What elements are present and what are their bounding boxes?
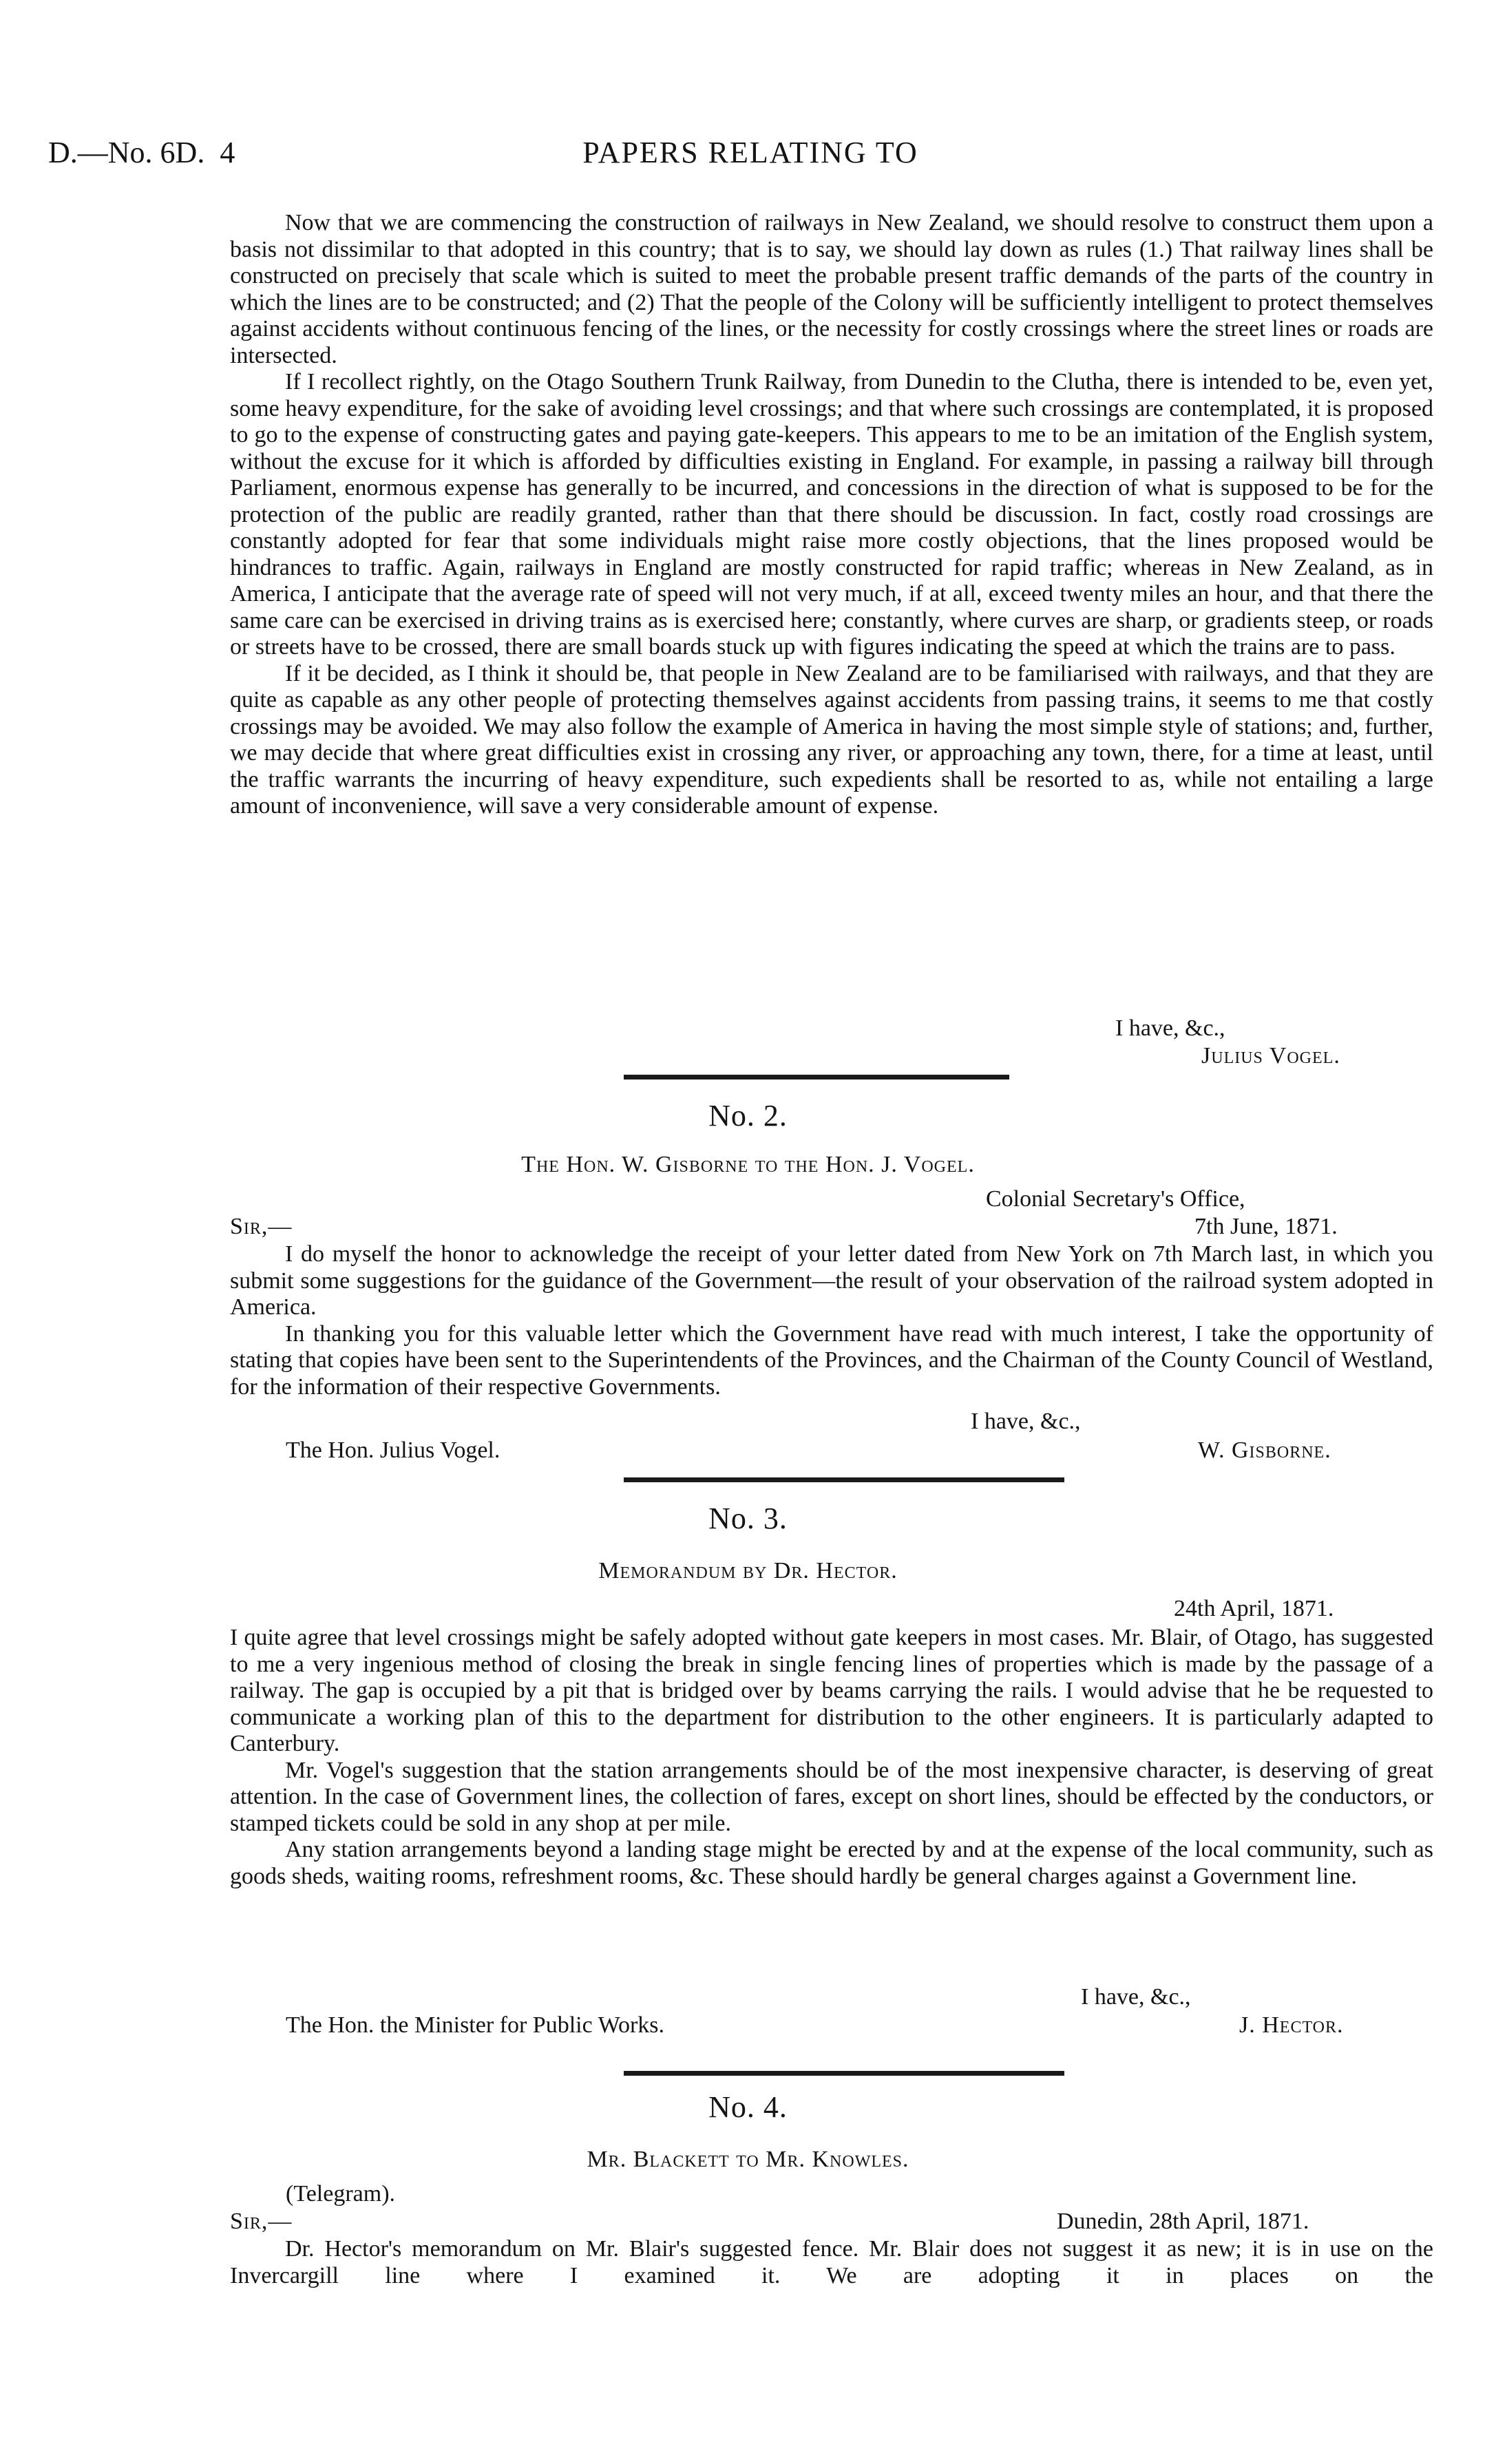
paragraph: In thanking you for this valuable letter which the Government have read with much interest, I take the opportunity of stating that copies have been sent to the Superintendents of the Provinces, and the Chairman of the County Council of Westland, for the information of their respective Governments. [230,1320,1433,1400]
signature: W. Gisborne. [1198,1438,1331,1463]
memo-date: 24th April, 1871. [1174,1596,1334,1621]
signature: J. Hector. [1239,2012,1344,2038]
paragraph: Now that we are commencing the construction of railways in New Zealand, we should resolve to construct them upon a basis not dissimilar to that adopted in this country; that is to say, we should lay down as rules (1.) That railway lines shall be constructed on precisely that scale which is suited to meet the probable present traffic demands of the parts of the country in which the lines are to be constructed; and (2) That the people of the Colony will be sufficiently intelligent to protect themselves against accidents without continuous fencing of the lines, or the necessity for costly crossings where the street lines or roads are intersected. [230,210,1433,368]
salutation: Sir,— [230,2209,293,2234]
memo-title: Memorandum by Dr. Hector. [598,1558,898,1583]
running-title: PAPERS RELATING TO [582,136,918,169]
section-heading: No. 3. [708,1502,788,1535]
memo-body [230,1625,1433,1890]
paragraph: I quite agree that level crossings might be safely adopted without gate keepers in most cases. Mr. Blair, of Otago, has suggested to me a very ingenious method of closing the break in single fencing lines of properties which is made by the passage of a railway. The gap is occupied by a pit that is bridged over by beams carrying the rails. I would advise that he be requested to communicate a working plan of this to the department for distribution to the other engineers. It is particularly adapted to Canterbury. [230,1625,1433,1756]
closing: I have, &c., [1115,1015,1225,1041]
paragraph: Dr. Hector's memorandum on Mr. Blair's suggested fence. Mr. Blair does not suggest it as new; it is in use on the Invercargill line where I examined it. We are adopting it in places on the [230,2236,1433,2288]
paragraph: Mr. Vogel's suggestion that the station arrangements should be of the most inexpensive character, is deserving of great attention. In the case of Government lines, the collection of fares, except on short lines, should be effected by the conductors, or stamped tickets could be sold in any shop at per mile. [230,1757,1433,1836]
section-divider [624,2071,1064,2076]
page-number: 4 [220,136,235,169]
telegram-body [230,2236,1433,2289]
telegram-note: (Telegram). [286,2181,396,2207]
telegram-date: Dunedin, 28th April, 1871. [1057,2209,1309,2234]
salutation: Sir,— [230,1214,293,1239]
letter-1-body [230,210,1433,820]
signature: Julius Vogel. [1201,1043,1340,1068]
addressee: The Hon. Julius Vogel. [286,1438,501,1463]
letter-date: 7th June, 1871. [1194,1214,1338,1239]
section-heading: No. 2. [708,1099,788,1133]
closing: I have, &c., [1081,1984,1191,2010]
paragraph: If it be decided, as I think it should be, that people in New Zealand are to be familiarised with railways, and that they are quite as capable as any other people of protecting themselves against accidents from passing trains, it seems to me that costly crossings may be avoided. We may also follow the example of America in having the most simple style of stations; and, further, we may decide that where great difficulties exist in crossing any river, or approaching any town, there, for a time at least, until the traffic warrants the incurring of heavy expenditure, such expedients shall be resorted to as, while not entailing a large amount of inconvenience, will save a very considerable amount of expense. [230,660,1433,819]
addressee: The Hon. the Minister for Public Works. [286,2012,665,2038]
paragraph: Any station arrangements beyond a landing stage might be erected by and at the expense of the local community, such as goods sheds, waiting rooms, refreshment rooms, &c. These should hardly be general charges against a Government line. [230,1837,1433,1889]
letter-2-body [230,1241,1433,1400]
section-divider [624,1075,1009,1080]
closing: I have, &c., [971,1409,1081,1434]
letter-title: The Hon. W. Gisborne to the Hon. J. Vogel. [521,1152,975,1177]
section-divider [624,1477,1064,1482]
doc-ref-text: D.—No. 6D. [48,136,205,169]
page-header [48,135,1453,183]
paragraph: If I recollect rightly, on the Otago Southern Trunk Railway, from Dunedin to the Clutha, there is intended to be, even yet, some heavy expenditure, for the sake of avoiding level crossings; and that where such crossings are contemplated, it is proposed to go to the expense of constructing gates and paying gate-keepers. This appears to me to be an imitation of the English system, without the excuse for it which is afforded by difficulties existing in England. For example, in passing a railway bill through Parliament, enormous expense has generally to be incurred, and concessions in the direction of what is supposed to be for the protection of the public are readily granted, rather than that there should be discussion. In fact, costly road crossings are constantly adopted for fear that some individuals might raise more costly objections, that the lines proposed would be hindrances to traffic. Again, railways in England are mostly constructed for rapid traffic; whereas in New Zealand, as in America, I anticipate that the average rate of speed will not very much, if at all, exceed twenty miles an hour, and that there the same care can be exercised in driving trains as is exercised here; constantly, where curves are sharp, or gradients steep, or roads or streets have to be crossed, there are small boards stuck up with figures indicating the speed at which the trains are to pass. [230,369,1433,660]
section-heading: No. 4. [708,2090,788,2124]
paragraph: I do myself the honor to acknowledge the receipt of your letter dated from New York on 7th March last, in which you submit some suggestions for the guidance of the Government—the result of your observation of the railroad system adopted in America. [230,1241,1433,1320]
office-line: Colonial Secretary's Office, [986,1186,1245,1212]
telegram-title: Mr. Blackett to Mr. Knowles. [587,2147,909,2172]
